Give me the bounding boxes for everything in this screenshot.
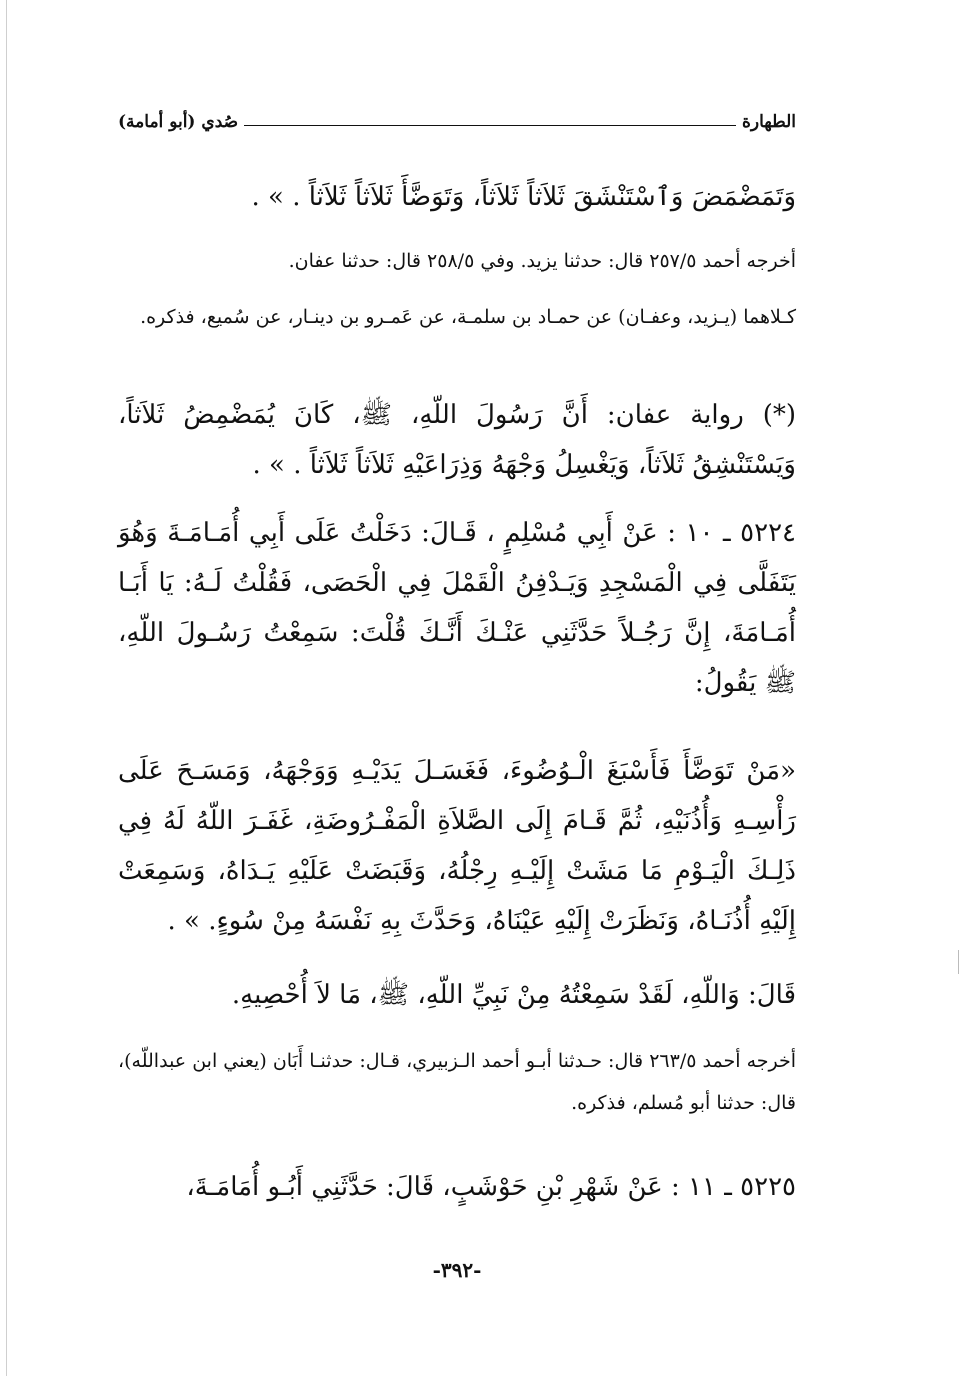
hadith-continuation: وَتَمَضْمَضَ وَٱسْتَنْشَقَ ثَلاَثاً ثَلاَثاً، وَتَوَضَّأَ ثَلاَثاً ثَلاَثاً . » . xyxy=(251,182,796,212)
header-chapter-title: الطهارة xyxy=(742,112,796,132)
hadith-5225-intro: ٥٢٢٥ ـ ١١ : عَنْ شَهْرِ بْنِ حَوْشَبٍ، قَالَ: حَدَّثَنِي أَبُـو أُمَامَـةَ، xyxy=(186,1172,796,1202)
takhrij-note-3: أخرجه أحمد ٢٦٣/٥ قال: حـدثنا أبـو أحمد الـزبيري، قـال: حدثنـا أَبَان (يعني ابن عبداللّه)، قال: حدثنا أبو مُسلم، فذكره. xyxy=(118,1050,797,1114)
running-header xyxy=(118,100,796,132)
header-rule xyxy=(244,125,736,126)
hadith-5224-text: «مَنْ تَوَضَّأَ فَأَسْبَغَ الْـوُضُوءَ، فَغَسَـلَ يَدَيْـهِ وَوَجْهَهُ، وَمَسَـحَ عَلَى رَأْسِـهِ وَأُذُنَيْهِ، ثُمَّ قَـامَ إِلَى الصَّلاَةِ الْمَفْـرُوضَةِ، غَفَـرَ اللّهُ لَهُ فِي ذَلِـكَ الْيَـوْمِ مَا مَشَتْ إِلَيْـهِ رِجْلُهُ، وَقَبَضَتْ عَلَيْهِ يَـدَاهُ، وَسَمِعَتْ إِلَيْهِ أُذُنَـاهُ، وَنَظَرَتْ إِلَيْهِ عَيْنَاهُ، وَحَدَّثَ بِهِ نَفْسَهُ مِنْ سُوءٍ. » . xyxy=(118,756,796,936)
hadith-5224-intro: ٥٢٢٤ ـ ١٠ : عَنْ أَبِي مُسْلِمٍ ، قَـالَ: دَخَلْتُ عَلَى أَبِي أُمَـامَـةَ وَهُوَ يَتَفَلَّى فِي الْمَسْجِدِ وَيَـدْفِنُ الْقَمْلَ فِي الْحَصَى، فَقُلْتُ لَـهُ: يَا أَبَـا أُمَـامَةَ، إِنَّ رَجُـلاً حَدَّثَنِي عَنْـكَ أَنَّـكَ قُلْتَ: سَمِعْتُ رَسُـولَ اللّهِ، ﷺ يَقُولُ: xyxy=(118,518,796,698)
riwaya-affan: (*) رواية عفان: أَنَّ رَسُولَ اللّهِ، ﷺ، كَانَ يُمَضْمِضُ ثَلاَثاً، وَيَسْتَنْشِقُ ثَلاَثاً، وَيَغْسِلُ وَجْهَهُ وَذِرَاعَيْهِ ثَلاَثاً ثَلاَثاً . » . xyxy=(118,400,796,480)
scan-margin-line xyxy=(6,0,7,1376)
takhrij-note-1: أخرجه أحمد ٢٥٧/٥ قال: حدثنا يزيد. وفي ٢٥٨/٥ قال: حدثنا عفان. xyxy=(288,250,796,272)
scan-margin-tick xyxy=(958,950,959,974)
page-number: -٣٩٢- xyxy=(432,1258,482,1282)
book-page xyxy=(118,100,796,1350)
takhrij-note-2: كـلاهما (يـزيد، وعفـان) عن حمـاد بن سلمـة، عن عَمـرو بن دينـار، عن سُميع، فذكره. xyxy=(140,306,796,328)
hadith-5224-oath: قَالَ: وَاللّهِ، لَقَدْ سَمِعْتُهُ مِنْ نَبِيِّ اللّهِ، ﷺ، مَا لاَ أُحْصِيهِ. xyxy=(231,980,796,1010)
header-section-title: صُدي (أبو أمامة) xyxy=(118,112,239,132)
